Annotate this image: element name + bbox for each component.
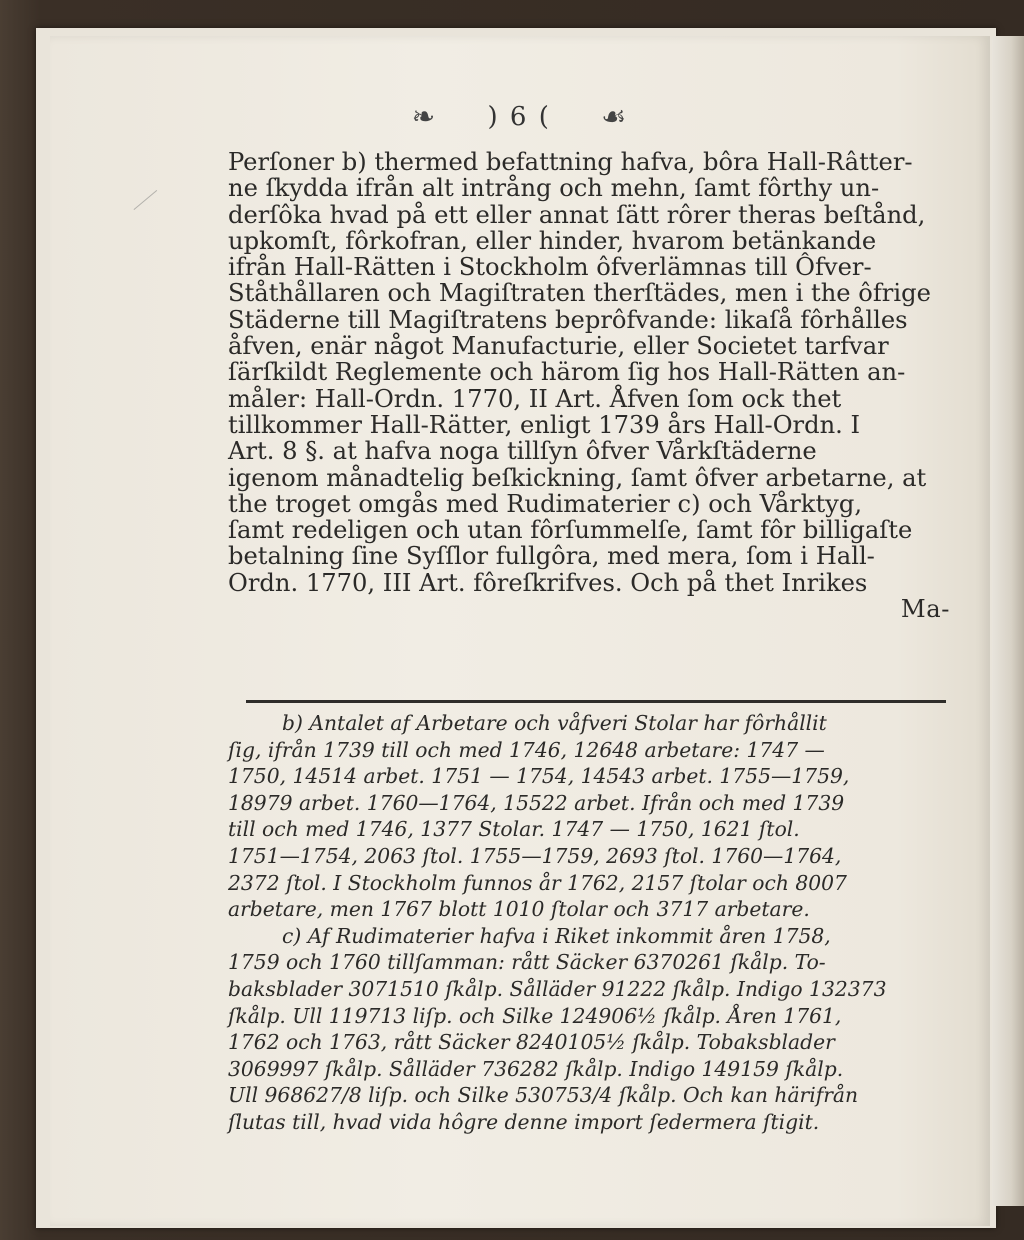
text-line: Perſoner b) thermed befattning hafva, bôra Hall-Râtter- <box>228 148 913 176</box>
text-line: åfven, enär något Manufacturie, eller Societet tarfvar <box>228 332 889 361</box>
footnote-divider <box>246 700 946 703</box>
footnotes <box>228 710 948 1136</box>
footnote-line: 1759 och 1760 tillſamman: rått Säcker 6370261 ſkålp. To- <box>228 950 826 975</box>
text-line: Städerne till Magiſtratens beprôfvande: likaſå fôrhålles <box>228 305 908 334</box>
text-line: Art. 8 §. at hafva noga tillſyn ôfver Vårkſtäderne <box>228 437 817 466</box>
text-line: ifrån Hall-Rätten i Stockholm ôfverlämnas till Ôfver- <box>228 253 872 282</box>
text-line: igenom månadtelig beſkickning, ſamt ôfver arbetarne, at <box>228 463 927 492</box>
text-line: Ordn. 1770, III Art. fôreſkrifves. Och på thet Inrikes <box>228 568 868 597</box>
footnote-line: Ull 968627/8 liſp. och Silke 530753/4 ſkålp. Och kan härifrån <box>228 1083 859 1108</box>
footnote-line: b) Antalet af Arbetare och våfveri Stolar har fôrhållit <box>282 711 827 735</box>
footnote-line: arbetare, men 1767 blott 1010 ſtolar och 3717 arbetare. <box>228 897 810 922</box>
main-text <box>228 149 950 622</box>
page-number: ) 6 ( <box>487 101 551 132</box>
right-ornament-icon: ☙ <box>601 100 629 133</box>
text-line: måler: Hall-Ordn. 1770, II Art. Åfven ſom ock thet <box>228 384 842 413</box>
left-ornament-icon: ❧ <box>411 100 438 133</box>
footnote-line: 3069997 ſkålp. Sålläder 736282 ſkålp. Indigo 149159 ſkålp. <box>228 1056 844 1081</box>
text-line: ne ſkydda ifrån alt intrång och mehn, ſamt fôrthy un- <box>228 174 880 203</box>
footnote-line: 1762 och 1763, rått Säcker 8240105½ ſkålp. Tobaksblader <box>228 1030 835 1055</box>
text-line: ſärſkildt Reglemente och härom ſig hos Hall-Rätten an- <box>228 358 906 387</box>
footnote-line: 1750, 14514 arbet. 1751 — 1754, 14543 arbet. 1755—1759, <box>228 764 850 789</box>
catchword: Ma- <box>900 595 950 624</box>
text-line: Ståthållaren och Magiſtraten therſtädes, men i the ôfrige <box>228 279 931 308</box>
pencil-mark <box>134 190 177 233</box>
text-line: tillkommer Hall-Rätter, enligt 1739 års Hall-Ordn. I <box>228 410 861 439</box>
footnote-line: ſkålp. Ull 119713 liſp. och Silke 124906½ ſkålp. Åren 1761, <box>228 1003 842 1028</box>
footnote-line: 18979 arbet. 1760—1764, 15522 arbet. Ifrån och med 1739 <box>228 790 845 815</box>
text-line: derſôka hvad på ett eller annat ſätt rôrer theras beſtånd, <box>228 200 926 229</box>
text-line: betalning ſine Syſſlor fullgôra, med mera, ſom i Hall- <box>228 542 875 571</box>
footnote-line: c) Af Rudimaterier hafva i Riket inkommit åren 1758, <box>282 923 831 948</box>
footnote-line: till och med 1746, 1377 Stolar. 1747 — 1750, 1621 ſtol. <box>228 817 800 842</box>
footnote-line: ſlutas till, hvad vida hôgre denne import ſedermera ſtigit. <box>228 1109 820 1134</box>
page-header <box>50 100 990 140</box>
text-line: the troget omgås med Rudimaterier c) och Vårktyg, <box>228 489 863 518</box>
text-line: ſamt redeligen och utan fôrſummelſe, ſamt fôr billigaſte <box>228 516 913 545</box>
next-page-edge <box>992 36 1024 1206</box>
footnote-line: 2372 ſtol. I Stockholm funnos år 1762, 2157 ſtolar och 8007 <box>228 870 847 895</box>
text-line: upkomſt, fôrkofran, eller hinder, hvarom betänkande <box>228 226 877 255</box>
footnote-line: baksblader 3071510 ſkålp. Sålläder 91222 ſkålp. Indigo 132373 <box>228 976 887 1001</box>
book-page <box>50 36 990 1226</box>
footnote-line: 1751—1754, 2063 ſtol. 1755—1759, 2693 ſtol. 1760—1764, <box>228 843 842 868</box>
footnote-line: ſig, ifrån 1739 till och med 1746, 12648 arbetare: 1747 — <box>228 737 825 762</box>
